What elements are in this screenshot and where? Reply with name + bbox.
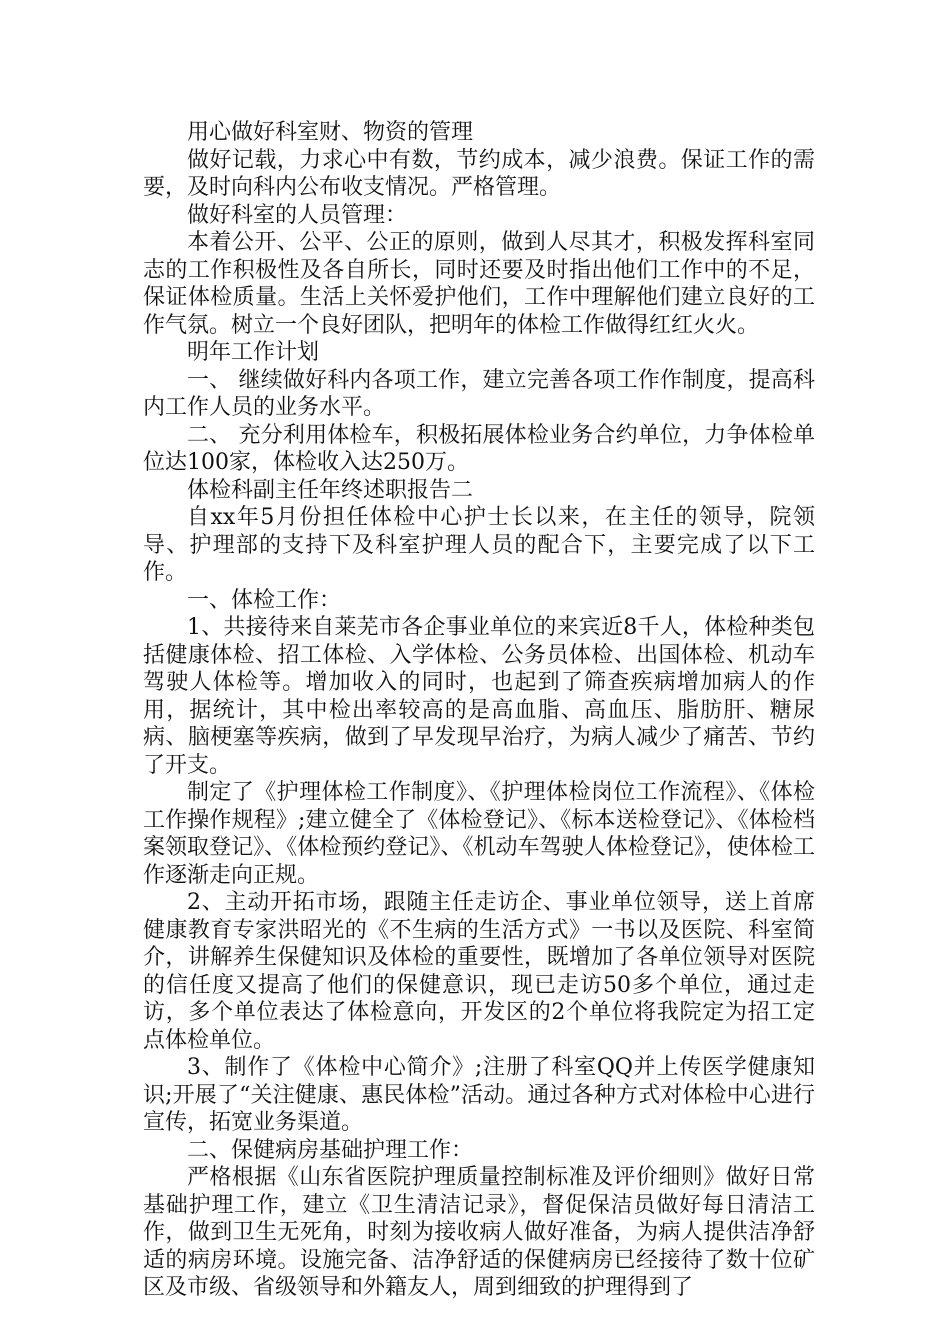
body-paragraph: 3、制作了《体检中心简介》;注册了科室QQ并上传医学健康知识;开展了“关注健康、惠民体检”活动。通过各种方式对体检中心进行宣传，拓宽业务渠道。 xyxy=(143,1055,815,1135)
section-heading-exam-work: 一、体检工作： xyxy=(187,587,342,613)
body-paragraph: 1、共接待来自莱芜市各企事业单位的来宾近8千人，体检种类包括健康体检、招工体检、入学体检、公务员体检、出国体检、机动车驾驶人体检等。增加收入的同时，也起到了筛查疾病增加病人的作用，据统计，其中检出率较高的是高血脂、高血压、脂肪肝、糖尿病、脑梗塞等疾病，做到了早发现早治疗，为病人减少了痛苦、节约了开支。 xyxy=(143,615,815,778)
plan-item-1: 一、 继续做好科内各项工作，建立完善各项工作作制度，提高科内工作人员的业务水平。 xyxy=(143,367,815,420)
document-page xyxy=(143,119,815,1302)
body-paragraph: 做好记载，力求心中有数，节约成本，减少浪费。保证工作的需要，及时向科内公布收支情况。严格管理。 xyxy=(143,147,815,200)
section-heading-asset-management: 用心做好科室财、物资的管理 xyxy=(187,120,474,145)
section-heading-staff-management: 做好科室的人员管理： xyxy=(187,202,408,228)
report-title: 体检科副主任年终述职报告二 xyxy=(187,477,474,503)
section-heading-next-year-plan: 明年工作计划 xyxy=(187,340,320,365)
body-paragraph: 严格根据《山东省医院护理质量控制标准及评价细则》做好日常基础护理工作，建立《卫生清洁记录》，督促保洁员做好每日清洁工作，做到卫生无死角，时刻为接收病人做好准备，为病人提供洁净舒适的病房环境。设施完备、洁净舒适的保健病房已经接待了数十位矿区及市级、省级领导和外籍友人，周到细致的护理得到了 xyxy=(143,1165,815,1300)
body-paragraph: 本着公开、公平、公正的原则，做到人尽其才，积极发挥科室同志的工作积极性及各自所长，同时还要及时指出他们工作中的不足，保证体检质量。生活上关怀爱护他们，工作中理解他们建立良好的工作气氛。树立一个良好团队，把明年的体检工作做得红红火火。 xyxy=(143,230,815,338)
body-paragraph: 制定了《护理体检工作制度》、《护理体检岗位工作流程》、《体检工作操作规程》;建立健全了《体检登记》、《标本送检登记》、《体检档案领取登记》、《体检预约登记》、《机动车驾驶人体检登记》，使体检工作逐渐走向正规。 xyxy=(143,780,815,888)
plan-item-2: 二、 充分利用体检车，积极拓展体检业务合约单位，力争体检单位达100家，体检收入达250万。 xyxy=(143,422,815,475)
body-paragraph: 自xx年5月份担任体检中心护士长以来，在主任的领导，院领导、护理部的支持下及科室护理人员的配合下，主要完成了以下工作。 xyxy=(143,505,815,585)
section-heading-ward-nursing: 二、保健病房基础护理工作： xyxy=(187,1137,474,1163)
body-paragraph: 2、主动开拓市场，跟随主任走访企、事业单位领导，送上首席健康教育专家洪昭光的《不生病的生活方式》一书以及医院、科室简介，讲解养生保健知识及体检的重要性，既增加了各单位领导对医院的信任度又提高了他们的保健意识，现已走访50多个单位，通过走访，多个单位表达了体检意向，开发区的2个单位将我院定为招工定点体检单位。 xyxy=(143,890,815,1053)
